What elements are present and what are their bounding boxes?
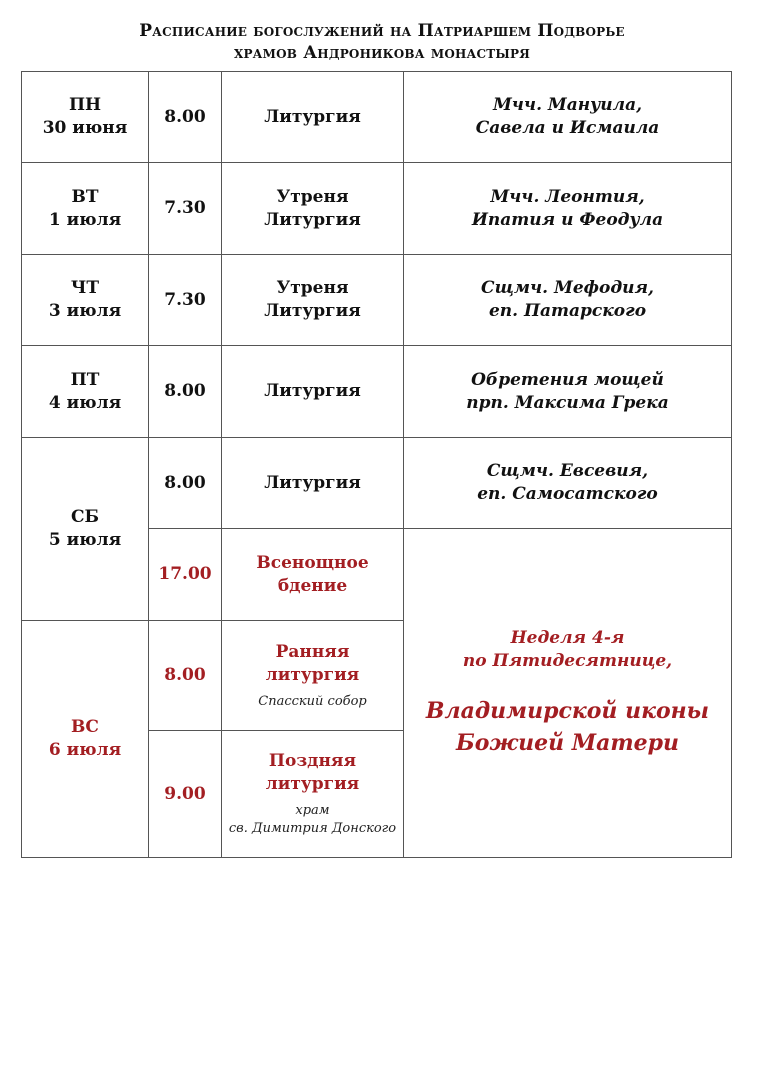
day-cell bbox=[22, 346, 149, 438]
service-line: Всенощное bbox=[256, 552, 369, 573]
service-line: литургия bbox=[265, 664, 360, 685]
sunday-feast-cell bbox=[404, 529, 732, 858]
feast-line: Сщмч. Мефодия, bbox=[481, 278, 654, 298]
day-name: ПТ bbox=[70, 369, 100, 390]
service-line: литургия bbox=[265, 774, 360, 794]
service-line: Поздняя bbox=[268, 751, 357, 771]
day-cell bbox=[22, 163, 149, 255]
feast-line: Сщмч. Евсевия, bbox=[486, 461, 649, 481]
feast-cell bbox=[404, 438, 732, 529]
time-cell: 9.00 bbox=[149, 731, 222, 858]
table-row bbox=[22, 255, 732, 346]
service-cell bbox=[222, 163, 404, 255]
time-cell: 7.30 bbox=[149, 255, 222, 346]
day-date: 4 июля bbox=[48, 392, 122, 413]
feast-line: Ипатия и Феодула bbox=[471, 209, 664, 230]
service-cell bbox=[222, 255, 404, 346]
time-cell: 8.00 bbox=[149, 438, 222, 529]
place-note: св. Димитрия Донского bbox=[228, 821, 397, 836]
time-cell: 8.00 bbox=[149, 72, 222, 163]
day-cell bbox=[22, 72, 149, 163]
feast-cell bbox=[404, 163, 732, 255]
service-cell bbox=[222, 731, 404, 858]
service-line: Литургия bbox=[264, 301, 361, 321]
feast-line: еп. Патарского bbox=[488, 301, 647, 321]
service-cell bbox=[222, 621, 404, 731]
schedule-table bbox=[21, 71, 732, 858]
day-date: 3 июля bbox=[48, 301, 122, 321]
feast-line: Обретения мощей bbox=[471, 369, 664, 390]
day-name: ПН bbox=[68, 95, 102, 115]
service-line: Утреня bbox=[276, 186, 349, 207]
place-note: храм bbox=[295, 803, 330, 818]
day-name: ВТ bbox=[71, 186, 99, 207]
service-cell: Литургия bbox=[222, 438, 404, 529]
feast-line: Мчч. Леонтия, bbox=[490, 186, 645, 207]
feast-icon-line: Божией Матери bbox=[455, 730, 680, 756]
service-line: бдение bbox=[277, 575, 348, 596]
title-line-2: храмов Андроникова монастыря bbox=[233, 43, 531, 63]
day-date: 30 июня bbox=[42, 118, 128, 138]
day-name: ВС bbox=[71, 717, 99, 737]
table-row bbox=[22, 438, 732, 529]
feast-cell bbox=[404, 72, 732, 163]
time-cell: 8.00 bbox=[149, 346, 222, 438]
table-row bbox=[22, 72, 732, 163]
service-cell: Литургия bbox=[222, 72, 404, 163]
feast-line: еп. Самосатского bbox=[477, 484, 658, 504]
service-cell: Литургия bbox=[222, 346, 404, 438]
place-note: Спасский собор bbox=[258, 693, 367, 709]
time-cell: 7.30 bbox=[149, 163, 222, 255]
page-title bbox=[0, 20, 764, 64]
feast-cell bbox=[404, 255, 732, 346]
table-row bbox=[22, 346, 732, 438]
feast-line: прп. Максима Грека bbox=[466, 392, 669, 413]
service-line: Литургия bbox=[264, 209, 361, 230]
time-cell: 17.00 bbox=[149, 529, 222, 621]
day-date: 1 июля bbox=[48, 209, 122, 230]
day-cell bbox=[22, 621, 149, 858]
service-line: Ранняя bbox=[275, 641, 350, 662]
table-row bbox=[22, 163, 732, 255]
feast-line: Неделя 4-я bbox=[510, 628, 625, 648]
day-date: 5 июля bbox=[48, 530, 122, 550]
feast-icon-line: Владимирской иконы bbox=[425, 698, 710, 724]
service-line: Утреня bbox=[276, 278, 349, 298]
feast-line: Савела и Исмаила bbox=[475, 118, 660, 138]
feast-line: по Пятидесятнице, bbox=[462, 651, 673, 671]
day-name: ЧТ bbox=[70, 278, 100, 298]
day-date: 6 июля bbox=[48, 740, 122, 760]
title-line-1: Расписание богослужений на Патриаршем Подворье bbox=[139, 21, 625, 41]
day-name: СБ bbox=[70, 507, 100, 527]
service-cell bbox=[222, 529, 404, 621]
feast-cell bbox=[404, 346, 732, 438]
day-cell bbox=[22, 255, 149, 346]
day-cell bbox=[22, 438, 149, 621]
feast-line: Мчч. Мануила, bbox=[492, 95, 643, 115]
time-cell: 8.00 bbox=[149, 621, 222, 731]
